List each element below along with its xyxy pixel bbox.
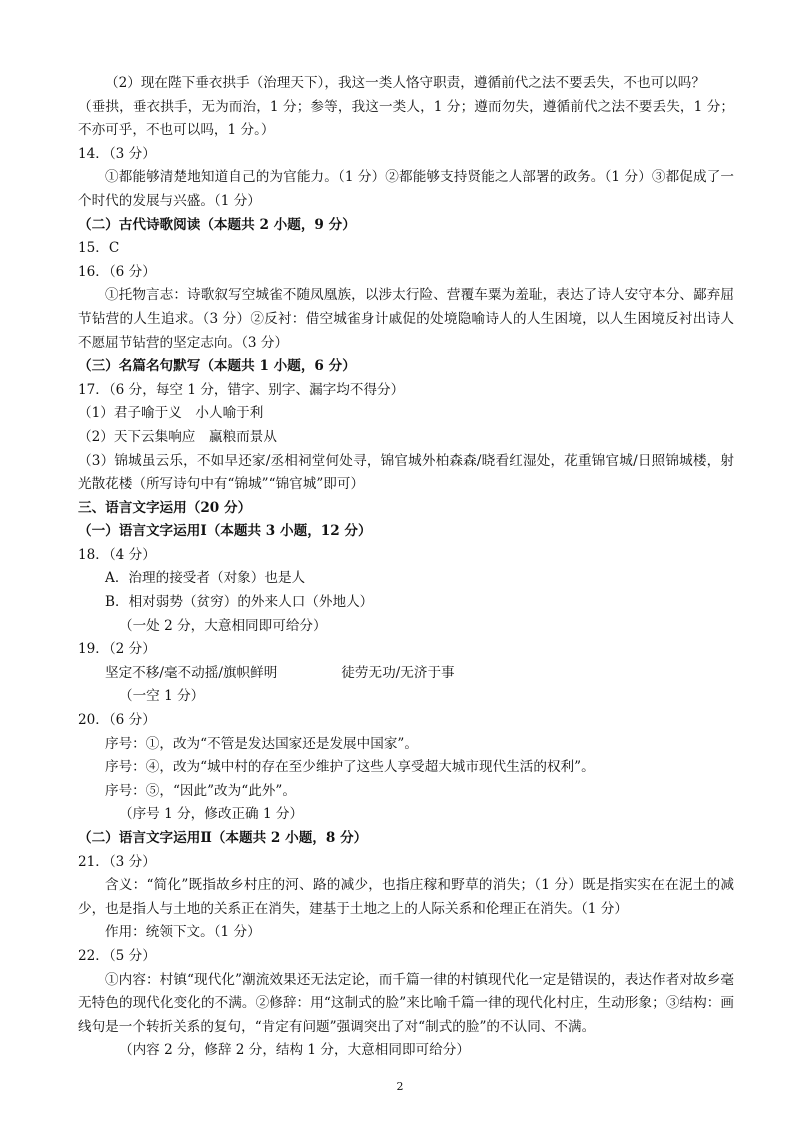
q20-answer-3: 序号：⑤，“因此”改为“此外”。	[105, 782, 296, 799]
q17-heading: 17．（6 分，每空 1 分，错字、别字、漏字均不得分）	[78, 381, 405, 398]
q14-heading: 14．（3 分）	[78, 145, 156, 162]
section-language-heading: 三、语言文字运用（20 分）	[78, 499, 252, 516]
section-poetry-heading: （二）古代诗歌阅读（本题共 2 小题，9 分）	[78, 216, 356, 233]
q18-scoring: （一处 2 分，大意相同即可给分）	[119, 617, 327, 634]
q20-heading: 20．（6 分）	[78, 712, 156, 729]
q19-answer	[78, 662, 734, 686]
q21-answer-function: 作用：统领下文。（1 分）	[105, 924, 261, 941]
section-language-1-heading: （一）语言文字运用Ⅰ（本题共 3 小题，12 分）	[78, 523, 372, 540]
q18-answer-a: A．治理的接受者（对象）也是人	[105, 570, 306, 587]
q18-heading: 18．（4 分）	[78, 546, 156, 563]
q20-answer-1: 序号：①，改为“不管是发达国家还是发展中国家”。	[105, 735, 418, 752]
q22-heading: 22．（5 分）	[78, 947, 156, 964]
q16-answer: ①托物言志：诗歌叙写空城雀不随凤凰族，以涉太行险、营覆车粟为羞耻，表达了诗人安守本分、鄙弃屈节钻营的人生追求。（3 分）②反衬：借空城雀身计戚促的处境隐喻诗人的人生困境，以人生困境反衬出诗人不愿屈节钻营的坚定志向。（3 分）	[78, 287, 734, 351]
q22-scoring: （内容 2 分，修辞 2 分，结构 1 分，大意相同即可给分）	[119, 1042, 470, 1059]
translation-2-scoring: （垂拱，垂衣拱手，无为而治，1 分；参等，我这一类人，1 分；遵而勿失，遵循前代之法不要丢失，1 分；不亦可乎，不也可以吗，1 分。）	[78, 98, 734, 139]
answer-content	[78, 72, 734, 1063]
q19-answer-1: 坚定不移/毫不动摇/旗帜鲜明	[105, 664, 278, 681]
q16-heading: 16．（6 分）	[78, 263, 156, 280]
q15-answer: 15．C	[78, 240, 120, 257]
page-number: 2	[396, 1080, 404, 1093]
q19-answer-2: 徒劳无功/无济于事	[341, 664, 455, 681]
q19-heading: 19．（2 分）	[78, 641, 156, 658]
q22-answer: ①内容：村镇“现代化”潮流效果还无法定论，而千篇一律的村镇现代化一定是错误的，表达作者对故乡毫无特色的现代化变化的不满。②修辞：用“这制式的脸”来比喻千篇一律的现代化村庄，生动形象；③结构：画线句是一个转折关系的复句，“肯定有问题”强调突出了对“制式的脸”的不认同、不满。	[78, 971, 734, 1035]
q21-heading: 21．（3 分）	[78, 853, 156, 870]
q14-answer: ①都能够清楚地知道自己的为官能力。（1 分）②都能够支持贤能之人部署的政务。（1 分）③都促成了一个时代的发展与兴盛。（1 分）	[78, 169, 734, 209]
q17-answer-1: （1）君子喻于义 小人喻于利	[78, 405, 264, 422]
translation-2: （2）现在陛下垂衣拱手（治理天下），我这一类人恪守职责，遵循前代之法不要丢失，不也可以吗？	[105, 75, 705, 91]
q17-answer-3: （3）锦城虽云乐，不如早还家/丞相祠堂何处寻，锦官城外柏森森/晓看红湿处，花重锦官城/日照锦城楼，射光散花楼（所写诗句中有“锦城”“锦官城”即可）	[78, 452, 734, 493]
section-language-2-heading: （二）语言文字运用Ⅱ（本题共 2 小题，8 分）	[78, 830, 368, 846]
q18-answer-b: B．相对弱势（贫穷）的外来人口（外地人）	[105, 594, 374, 611]
q20-scoring: （序号 1 分，修改正确 1 分）	[119, 806, 304, 823]
q21-answer-meaning: 含义：“简化”既指故乡村庄的河、路的减少，也指庄稼和野草的消失；（1 分）既是指实实在在泥土的减少，也是指人与土地的关系正在消失，建基于土地之上的人际关系和伦理正在消失。（1 分）	[78, 877, 734, 917]
q20-answer-2: 序号：④，改为“城中村的存在至少维护了这些人享受超大城市现代生活的权利”。	[105, 759, 595, 776]
section-recitation-heading: （三）名篇名句默写（本题共 1 小题，6 分）	[78, 358, 356, 375]
q17-answer-2: （2）天下云集响应 赢粮而景从	[78, 428, 277, 445]
q19-scoring: （一空 1 分）	[119, 688, 205, 705]
